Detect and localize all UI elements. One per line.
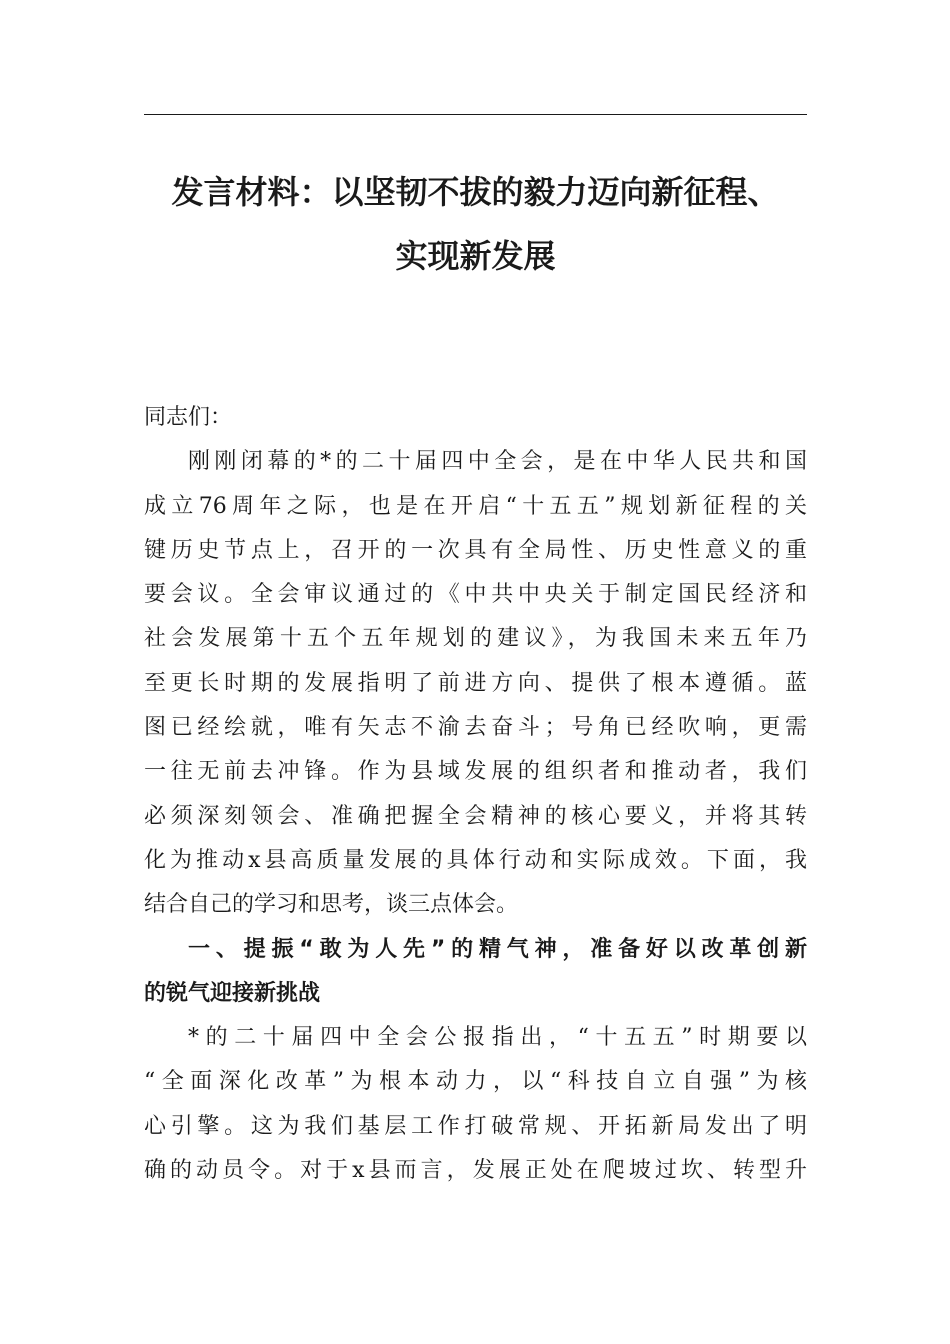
- paragraph-1-line: 化为推动x县高质量发展的具体行动和实际成效。下面，我: [144, 847, 807, 873]
- paragraph-1-line: 键历史节点上，召开的一次具有全局性、历史性意义的重: [144, 537, 807, 563]
- paragraph-2-line: 心引擎。这为我们基层工作打破常规、开拓新局发出了明: [144, 1113, 807, 1139]
- paragraph-1-line: 刚刚闭幕的*的二十届四中全会，是在中华人民共和国: [188, 449, 807, 475]
- paragraph-2-line: “全面深化改革”为根本动力，以“科技自立自强”为核: [144, 1069, 807, 1095]
- section-heading-line: 的锐气迎接新挑战: [144, 980, 321, 1006]
- paragraph-1-line: 图已经绘就，唯有矢志不渝去奋斗；号角已经吹响，更需: [144, 715, 807, 741]
- paragraph-2-line: 确的动员令。对于x县而言，发展正处在爬坡过坎、转型升: [144, 1158, 807, 1184]
- paragraph-1-line: 社会发展第十五个五年规划的建议》，为我国未来五年乃: [144, 626, 807, 652]
- paragraph-1-line: 必须深刻领会、准确把握全会精神的核心要义，并将其转: [144, 803, 807, 829]
- title-line-1: 发言材料：以坚韧不拔的毅力迈向新征程、: [171, 173, 780, 211]
- header-rule: [144, 114, 807, 115]
- section-heading-line: 一、提振“敢为人先”的精气神，准备好以改革创新: [188, 936, 807, 962]
- document-title: [144, 166, 807, 282]
- paragraph-1-line: 结合自己的学习和思考，谈三点体会。: [144, 892, 519, 918]
- document-body: [144, 396, 807, 1193]
- paragraph-1-line: 成立76周年之际，也是在开启“十五五”规划新征程的关: [144, 493, 807, 519]
- title-line-2: 实现新发展: [395, 237, 556, 275]
- paragraph-1-line: 要会议。全会审议通过的《中共中央关于制定国民经济和: [144, 582, 807, 608]
- paragraph-1-line: 一往无前去冲锋。作为县域发展的组织者和推动者，我们: [144, 759, 807, 785]
- paragraph-1-line: 至更长时期的发展指明了前进方向、提供了根本遵循。蓝: [144, 670, 807, 696]
- paragraph-2-line: *的二十届四中全会公报指出，“十五五”时期要以: [188, 1025, 807, 1051]
- salutation: 同志们：: [144, 405, 233, 430]
